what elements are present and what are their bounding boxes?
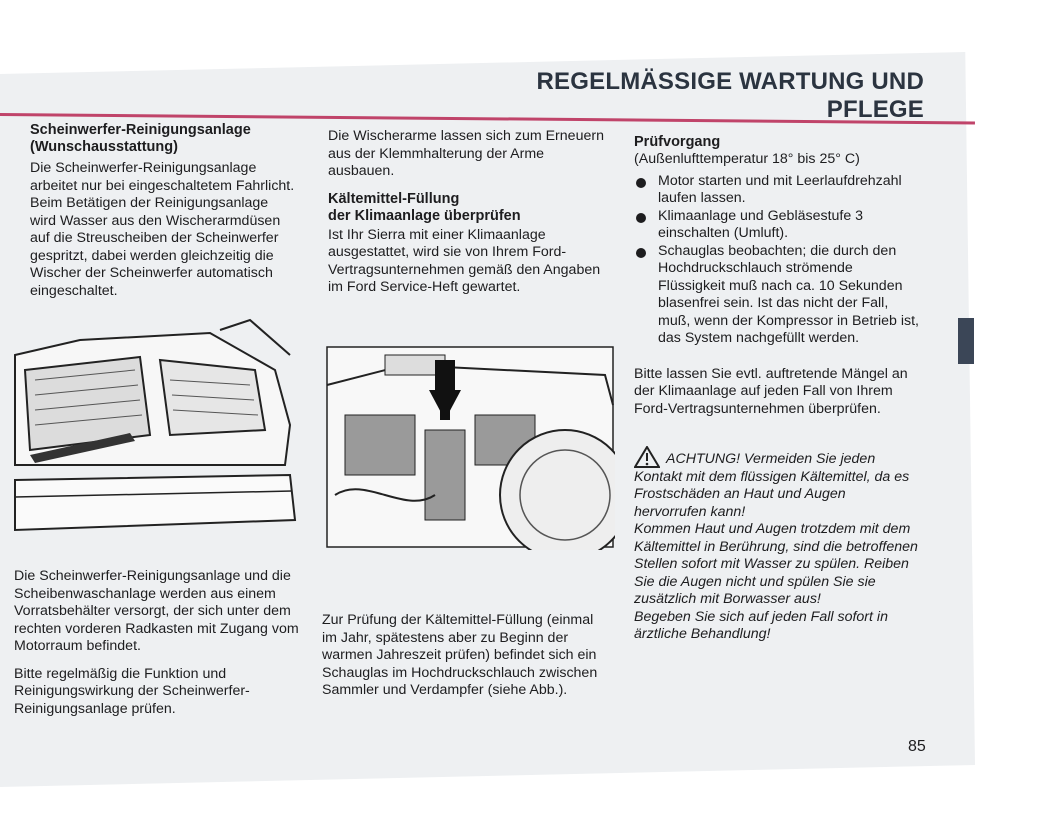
list-item: Schauglas beobachten; die durch den Hochdruckschlauch strömende Flüssigkeit muß nach ca. 10 Sekunden blasenfrei sein. Ist das nicht der Fall, muß, wenn der Kompressor in Betrieb ist, das System nachgefüllt werden. [634, 243, 919, 348]
warning-box [634, 446, 919, 644]
column-left [30, 122, 298, 300]
column-right [634, 134, 919, 644]
headlight-washer-illustration [10, 315, 300, 560]
section-heading: Prüfvorgang [634, 134, 721, 150]
section-heading: der Klimaanlage überprüfen [328, 207, 521, 224]
warning-text: Kommen Haut und Augen trotzdem mit dem Kältemittel in Berührung, sind die betroffenen Stellen sofort mit Wasser zu spülen. Reiben Sie die Augen nicht und spülen Sie sie zusätzlich mit Borwasser aus! [634, 521, 918, 607]
page-number: 85 [908, 738, 926, 755]
list-item: Motor starten und mit Leerlaufdrehzahl laufen lassen. [634, 173, 919, 208]
column-left-lower [14, 568, 304, 718]
figure-caption: Zur Prüfung der Kältemittel-Füllung (einmal im Jahr, spätestens aber zu Beginn der warmen Jahreszeit prüfen) befindet sich ein Schauglas im Hochdruckschlauch zwischen Sammler und Verdampfer (siehe Abb.). [322, 612, 598, 698]
column-middle [328, 128, 613, 297]
body-text: Ist Ihr Sierra mit einer Klimaanlage ausgestattet, wird sie von Ihrem Ford-Vertragsunternehmen gemäß den Angaben im Ford Service-Heft gewartet. [328, 226, 601, 295]
body-text: Die Scheinwerfer-Reinigungsanlage arbeitet nur bei eingeschaltetem Fahrlicht. Beim Betätigen der Reinigungsanlage wird Wasser aus den Wischerarmdüsen auf die Streuscheiben der Scheinwerfer gespritzt, dabei werden gleichzeitig die Wischer der Scheinwerfer automatisch eingeschaltet. [30, 160, 295, 299]
engine-bay-illustration [325, 345, 615, 550]
section-subheading: (Außenlufttemperatur 18° bis 25° C) [634, 151, 860, 167]
section-subheading: (Wunschausstattung) [30, 139, 178, 155]
warning-text: Begeben Sie sich auf jeden Fall sofort in ärztliche Behandlung! [634, 608, 888, 642]
page-title: REGELMÄSSIGE WARTUNG UND PFLEGE [536, 68, 924, 123]
warning-text: ACHTUNG! Vermeiden Sie jeden Kontakt mit dem flüssigen Kältemittel, da es Frostschäden an Haut und Augen hervorrufen kann! [634, 451, 910, 520]
body-text: Die Scheinwerfer-Reinigungsanlage und die Scheibenwaschanlage werden aus einem Vorratsbehälter versorgt, der sich unter dem rechten vorderen Radkasten mit Zugang vom Motorraum befindet. [14, 568, 299, 654]
list-item: Klimaanlage und Gebläsestufe 3 einschalten (Umluft). [634, 208, 919, 243]
note-text: Bitte lassen Sie evtl. auftretende Mängel an der Klimaanlage auf jeden Fall von Ihrem Ford-Vertragsunternehmen überprüfen. [634, 365, 908, 417]
section-heading: Kältemittel-Füllung [328, 190, 460, 207]
body-text: Die Wischerarme lassen sich zum Erneuern aus der Klemmhalterung der Arme ausbauen. [328, 128, 604, 179]
procedure-list [634, 173, 919, 348]
warning-icon [634, 446, 660, 468]
section-heading: Scheinwerfer-Reinigungsanlage [30, 122, 251, 138]
column-middle-lower [322, 612, 612, 700]
body-text: Bitte regelmäßig die Funktion und Reinigungswirkung der Scheinwerfer-Reinigungsanlage prüfen. [14, 665, 250, 717]
section-tab-marker [958, 318, 974, 364]
